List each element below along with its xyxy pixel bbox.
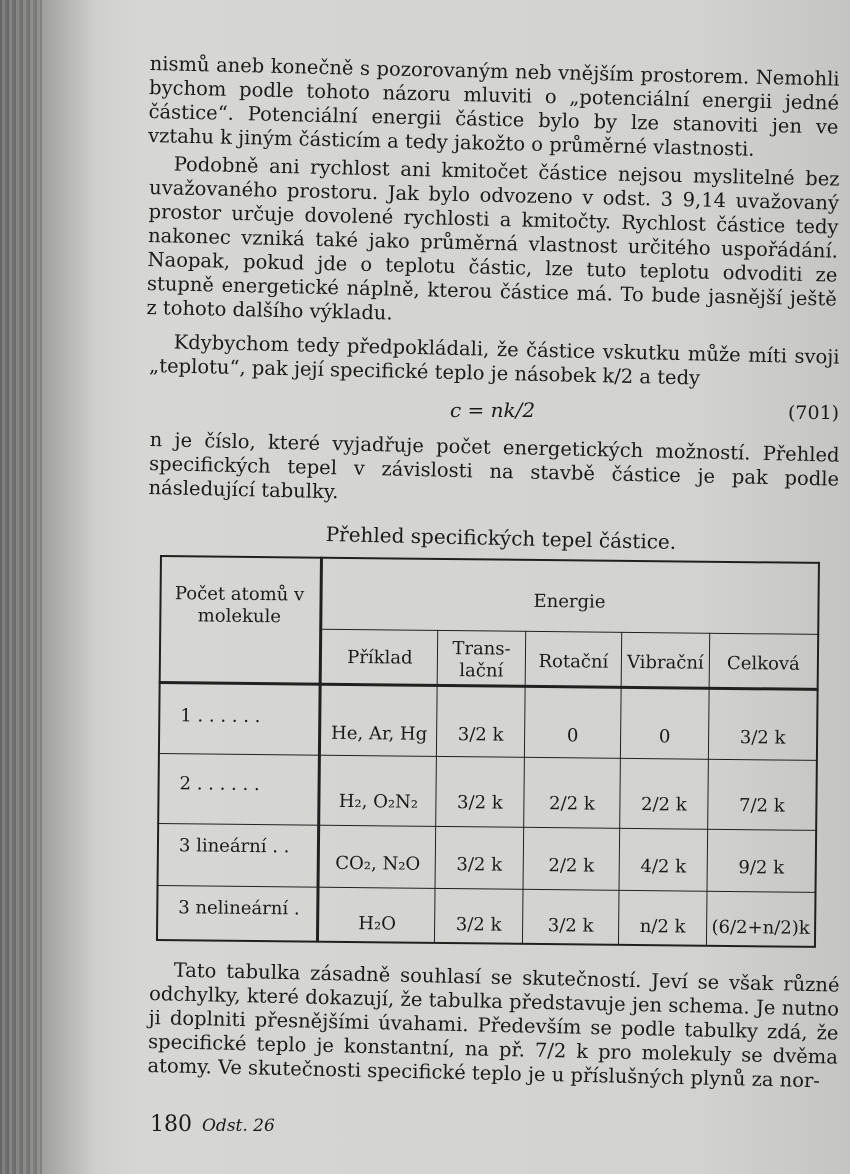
table-row-1-rotation: 0: [566, 725, 579, 747]
table-row-3-atoms: 3 lineární . .: [178, 835, 290, 858]
header-rotation: Rotační: [538, 650, 609, 673]
table-row-2-total: 7/2 k: [738, 795, 785, 817]
table-title: Přehled specifických tepel částice.: [325, 522, 677, 554]
table-row-4-rotation: 3/2 k: [547, 915, 594, 937]
table-row-2-example: H₂, O₂N₂: [338, 790, 419, 813]
paragraph-text: Podobně ani rychlost ani kmitočet částice nejsou myslitelné bez uvažovaného prostoru. Jak bylo odvozeno v odst. 3 9,14 uvažovaný prostor určuje dovolené rychlosti a kmitočty. Rychlost částice tedy nakonec vzniká také jako průměrná vlastnost určitého uspořádání. Naopak, pokud jde o teplotu částic, lze tuto teplotu odvoditi ze stupně energetické náplně, kterou částice má. To bude jasnější ještě z tohoto dalšího výkladu.: [146, 152, 840, 325]
table-row-4-example: H₂O: [358, 913, 397, 935]
table-row-2-atoms: 2 . . . . . .: [179, 773, 260, 796]
table-row-2-translation: 3/2 k: [457, 792, 503, 814]
table-row-1-vibration: 0: [658, 726, 671, 748]
paragraph-text: Tato tabulka zásadně souhlasí se skutečností. Jeví se však různé odchylky, které dokazují, že tabulka představuje jen schema. Je nutno ji doplniti přesnějšími úvahami. Především se podle tabulky zdá, že specifické teplo je konstantní, na př. 7/2 k pro molekuly se dvěma atomy. Ve skutečnosti specifické teplo je u příslušných plynů za nor-: [147, 958, 840, 1093]
equation-number: (701): [788, 402, 840, 424]
header-example: Příklad: [347, 646, 413, 669]
paragraph-4: [148, 428, 839, 516]
paragraph-1: [148, 52, 840, 164]
table-row-3-total: 9/2 k: [738, 857, 785, 879]
table-row-3-translation: 3/2 k: [456, 854, 503, 876]
table-row-1-example: He, Ar, Hg: [330, 722, 428, 745]
paragraph-3: [149, 330, 840, 394]
paragraph-2: [146, 152, 840, 336]
book-spine-shadow: [0, 0, 42, 1174]
header-energy: Energie: [533, 590, 606, 613]
header-atoms: Počet atomů v molekule: [174, 583, 305, 628]
paragraph-text: n je číslo, které vyjadřuje počet energetických možností. Přehled specifických tepel v závislosti na stavbě částice je pak podle následující tabulky.: [148, 428, 840, 504]
header-total: Celková: [726, 652, 800, 675]
table-row-1-total: 3/2 k: [739, 727, 786, 749]
header-vibration: Vibrační: [626, 651, 704, 674]
page-footer: [150, 1112, 275, 1137]
table-row-4-vibration: n/2 k: [639, 916, 686, 938]
paragraph-text: Kdybychom tedy předpokládali, že částice vskutku může míti svoji „teplotu“, pak její specifické teplo je násobek k/2 a tedy: [148, 330, 840, 390]
specific-heat-table: [156, 555, 820, 952]
table-row-2-vibration: 2/2 k: [640, 794, 687, 816]
equation-formula: c = nk/2: [450, 398, 536, 422]
table-row-3-example: CO₂, N₂O: [335, 852, 421, 875]
table-row-2-rotation: 2/2 k: [548, 793, 595, 815]
header-translation: Trans- lační: [452, 638, 511, 682]
table-row-1-atoms: 1 . . . . . .: [180, 705, 261, 728]
page-number: 180: [150, 1112, 192, 1137]
paragraph-5: [147, 958, 840, 1094]
table-row-3-vibration: 4/2 k: [640, 856, 687, 878]
table-row-3-rotation: 2/2 k: [548, 855, 595, 877]
table-row-1-translation: 3/2 k: [457, 724, 504, 746]
paragraph-text: nismů aneb konečně s pozorovaným neb vnějším prostorem. Nemohli bychom podle tohoto názoru mluviti o „potenciální energii jedné částice“. Potenciální energii částice bylo by lze stanoviti jen ve vztahu k jiným částicím a tedy jakožto o průměrné vlastnosti.: [147, 52, 840, 161]
section-reference: Odst. 26: [202, 1116, 275, 1136]
table-row-4-total: (6/2+n/2)k: [711, 916, 810, 939]
table-row-4-atoms: 3 nelineární .: [178, 897, 300, 920]
table-row-4-translation: 3/2 k: [455, 914, 502, 936]
